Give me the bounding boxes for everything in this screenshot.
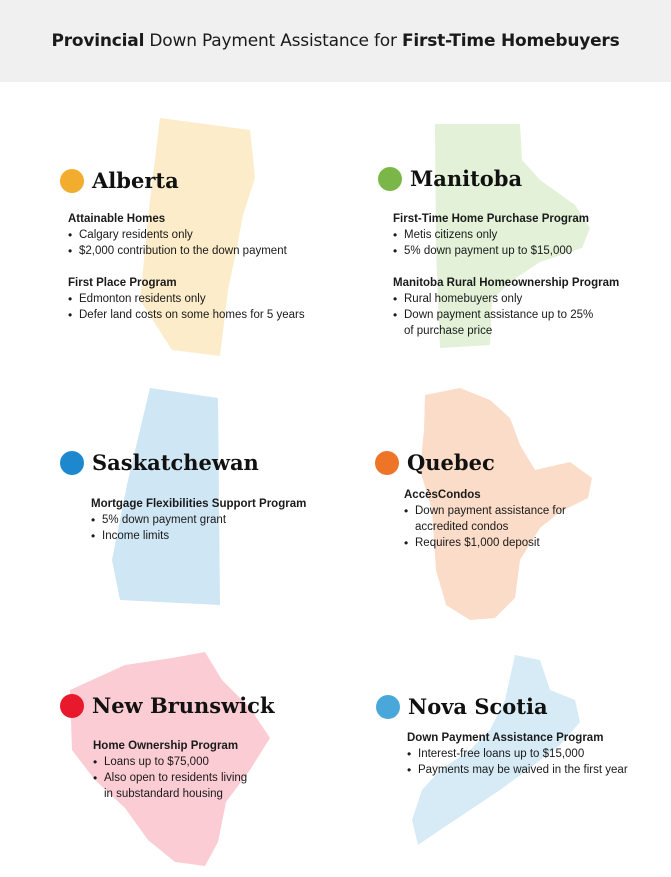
bullet: • Loans up to $75,000 [93, 754, 330, 770]
province-name: Saskatchewan [92, 450, 259, 475]
bullet: • $2,000 contribution to the down payment [68, 243, 320, 259]
bullet: • Requires $1,000 deposit [404, 535, 635, 551]
alberta-dot [60, 169, 84, 193]
program-down-payment-assistance [407, 730, 661, 778]
manitoba-dot [378, 167, 402, 191]
province-name: Quebec [407, 450, 495, 475]
bullet: • Interest-free loans up to $15,000 [407, 746, 661, 762]
program-title: First Place Program [68, 277, 177, 289]
province-name: New Brunswick [92, 693, 275, 718]
province-saskatchewan [60, 450, 330, 544]
province-manitoba [378, 166, 648, 339]
program-accescondos [404, 487, 635, 551]
program-title: Attainable Homes [68, 213, 166, 225]
province-header [60, 450, 330, 475]
bullet: • Also open to residents living in substandard housing [93, 770, 330, 802]
program-title: Down Payment Assistance Program [407, 732, 604, 744]
program-title: First-Time Home Purchase Program [393, 213, 589, 225]
program-title: Home Ownership Program [93, 740, 239, 752]
province-header [60, 168, 320, 193]
province-header [375, 450, 635, 475]
quebec-dot [375, 451, 399, 475]
program-attainable-homes [68, 211, 320, 259]
program-first-time-home-purchase [393, 211, 648, 259]
page-title: Provincial Down Payment Assistance for First-Time Homebuyers [51, 31, 620, 51]
bullet: • Metis citizens only [393, 227, 648, 243]
program-home-ownership [93, 738, 330, 802]
province-name: Manitoba [410, 166, 523, 191]
province-name: Nova Scotia [408, 694, 548, 719]
bullet: • Income limits [91, 528, 330, 544]
province-header [378, 166, 648, 191]
nova-scotia-dot [376, 695, 400, 719]
province-alberta [60, 168, 320, 323]
program-first-place [68, 275, 320, 323]
bullet: • 5% down payment up to $15,000 [393, 243, 648, 259]
bullet: • Down payment assistance up to 25% of purchase price [393, 307, 648, 339]
province-name: Alberta [92, 168, 179, 193]
bullet: • Calgary residents only [68, 227, 320, 243]
new-brunswick-dot [60, 694, 84, 718]
program-title: AccèsCondos [404, 489, 481, 501]
bullet: • 5% down payment grant [91, 512, 330, 528]
bullet: • Rural homebuyers only [393, 291, 648, 307]
program-title: Mortgage Flexibilities Support Program [91, 498, 307, 510]
bullet: • Down payment assistance for accredited condos [404, 503, 635, 535]
bullet: • Edmonton residents only [68, 291, 320, 307]
program-rural-homeownership [393, 275, 648, 339]
program-mortgage-flexibilities [91, 496, 330, 544]
province-nova-scotia [376, 694, 661, 778]
saskatchewan-dot [60, 451, 84, 475]
province-header [60, 693, 330, 718]
province-new-brunswick [60, 693, 330, 802]
bullet: • Defer land costs on some homes for 5 years [68, 307, 320, 323]
province-header [376, 694, 661, 719]
bullet: • Payments may be waived in the first year [407, 762, 661, 778]
province-quebec [375, 450, 635, 551]
program-title: Manitoba Rural Homeownership Program [393, 277, 620, 289]
